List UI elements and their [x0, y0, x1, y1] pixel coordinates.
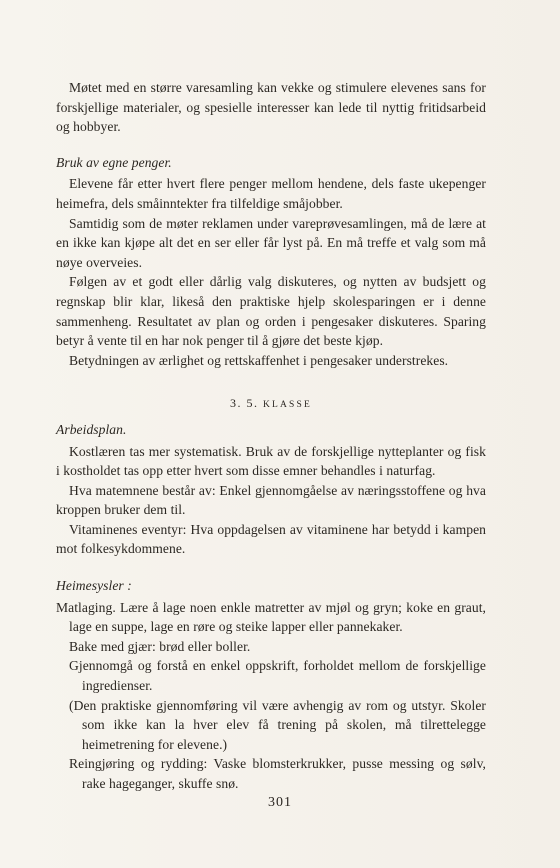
body-paragraph: Elevene får etter hvert flere penger mellom hendene, dels faste ukepenger heimefra, dels småinntekter fra tilfeldige småjobber. — [56, 176, 486, 211]
page-body — [56, 78, 486, 794]
list-item: Bake med gjær: brød eller boller. — [69, 638, 251, 654]
body-paragraph: Samtidig som de møter reklamen under vareprøvesamlingen, må de lære at en ikke kan kjøpe alt det en ser eller får lyst på. En må treffe et valg som må nøye overveies. — [56, 215, 486, 270]
section-heading-bruk-av-egne-penger: Bruk av egne penger. — [56, 154, 172, 170]
section-heading-heimesysler: Heimesysler : — [56, 578, 132, 594]
body-paragraph: Betydningen av ærlighet og rettskaffenhet i pengesaker understrekes. — [69, 352, 449, 368]
list-item: Reingjøring og rydding: Vaske blomsterkrukker, pusse messing og sølv, rake hageganger, skuffe snø. — [69, 756, 486, 791]
body-paragraph: Kostlæren tas mer systematisk. Bruk av de forskjellige nytteplanter og fisk i kostholdet tas opp etter hvert som disse emner behandles i naturfag. — [56, 443, 486, 479]
class-number: 3. 5. — [229, 396, 259, 411]
body-paragraph: Hva matemnene består av: Enkel gjennomgåelse av næringsstoffene og hva kroppen bruker dem til. — [56, 482, 486, 518]
section-heading-arbeidsplan: Arbeidsplan. — [56, 421, 127, 437]
class-heading — [56, 394, 486, 416]
class-label: KLASSE — [262, 400, 313, 411]
intro-paragraph: Møtet med en større varesamling kan vekke og stimulere elevenes sans for forskjellige materialer, og spesielle interesser kan lede til nyttig fritidsarbeid og hobbyer. — [56, 80, 486, 135]
body-paragraph: Vitaminenes eventyr: Hva oppdagelsen av vitaminene har betydd i kampen mot folkesykdommene. — [56, 521, 486, 557]
list-item: Matlaging. Lære å lage noen enkle matretter av mjøl og gryn; koke en graut, lage en suppe, lage en røre og steike lapper eller pannekaker. — [56, 599, 486, 635]
body-paragraph: Følgen av et godt eller dårlig valg diskuteres, og nytten av budsjett og regnskap blir klar, likeså den praktiske hjelp skolesparingen er i denne sammenheng. Resultatet av plan og orden i pengesaker diskuteres. Sparing betyr å vente til en har nok penger til å gjøre det beste kjøp. — [56, 274, 486, 349]
page-number: 301 — [268, 795, 292, 810]
list-item: Gjennomgå og forstå en enkel oppskrift, forholdet mellom de forskjellige ingredienser. — [69, 658, 486, 694]
list-item: (Den praktiske gjennomføring vil være avhengig av rom og utstyr. Skoler som ikke kan la hver elev få trening på skolen, må tilrettelegge heimetrening for elevene.) — [69, 697, 486, 752]
